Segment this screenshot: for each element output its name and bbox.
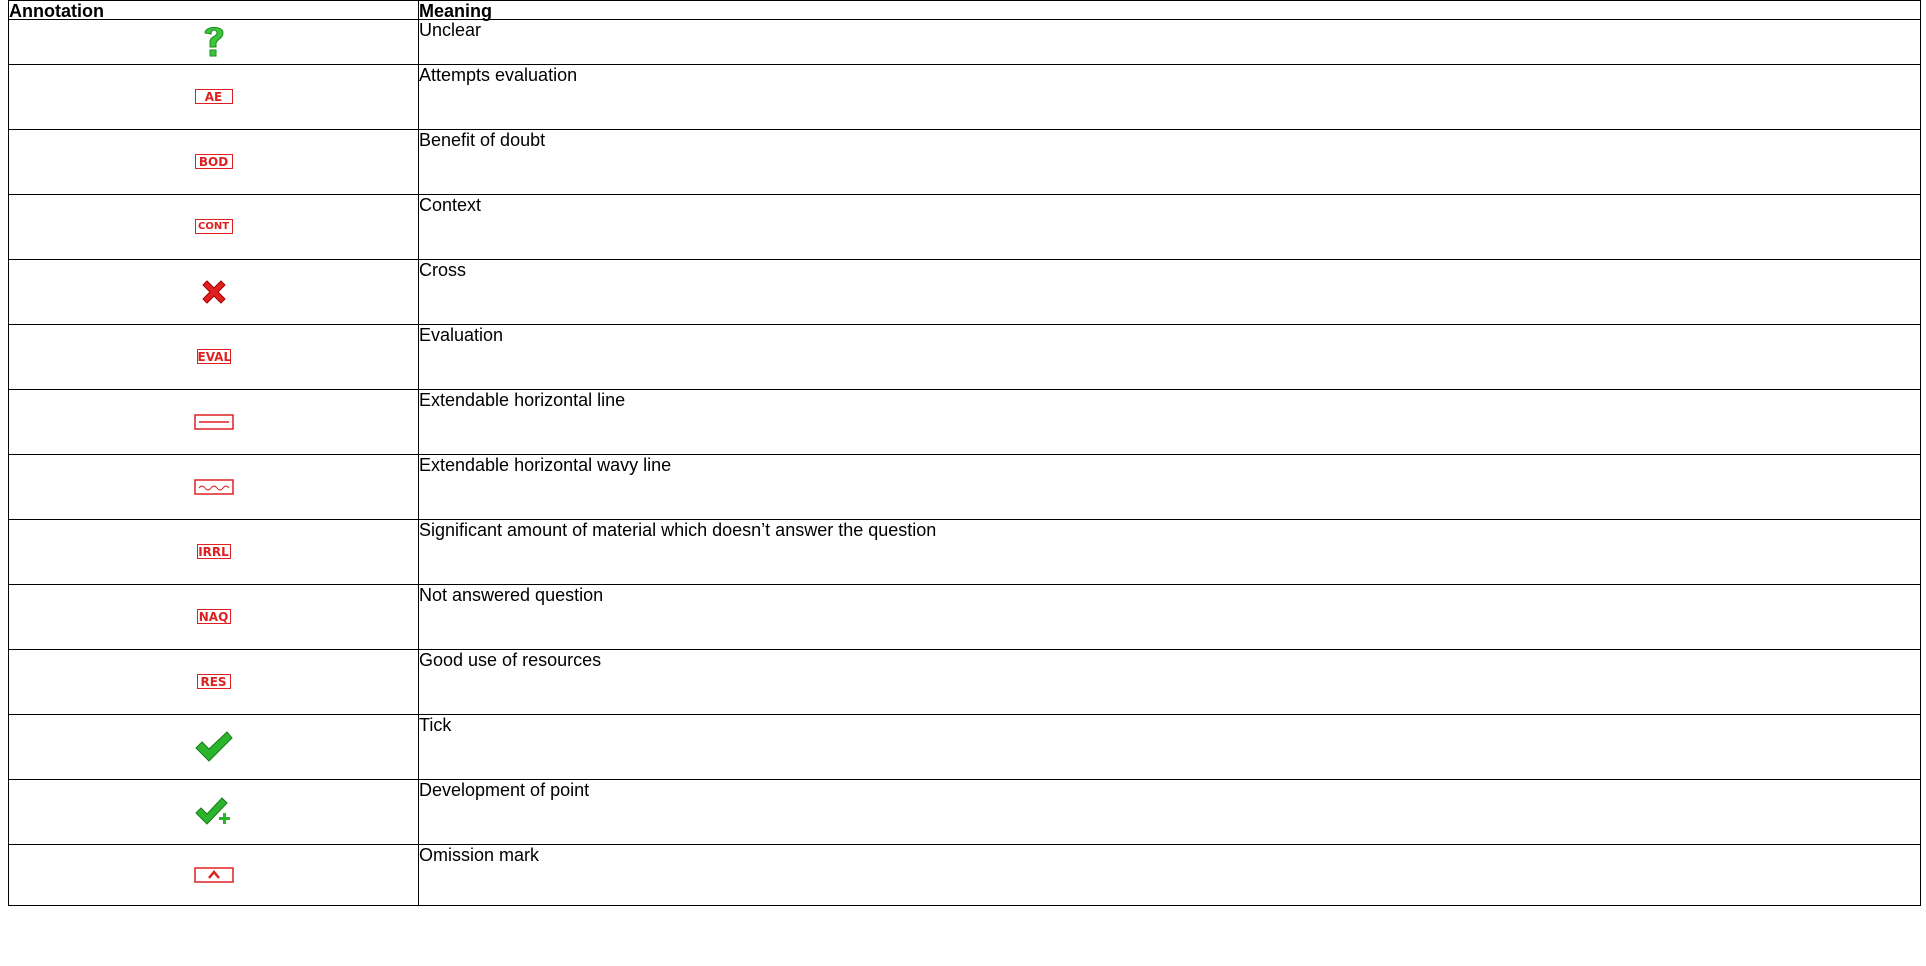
meaning-cell: Cross	[419, 260, 1921, 325]
table-row	[9, 455, 1921, 520]
annotation-cell	[9, 20, 419, 65]
table-row	[9, 130, 1921, 195]
meaning-cell: Context	[419, 195, 1921, 260]
meaning-cell: Development of point	[419, 780, 1921, 845]
meaning-cell: Good use of resources	[419, 650, 1921, 715]
table-row	[9, 520, 1921, 585]
annotation-cell	[9, 650, 419, 715]
meaning-cell: Benefit of doubt	[419, 130, 1921, 195]
annotation-cell	[9, 520, 419, 585]
cross-icon	[9, 277, 418, 307]
table-row	[9, 65, 1921, 130]
table-row	[9, 20, 1921, 65]
eval-box-icon: EVAL	[197, 350, 232, 365]
meaning-cell: Unclear	[419, 20, 1921, 65]
meaning-cell: Extendable horizontal wavy line	[419, 455, 1921, 520]
table-row	[9, 390, 1921, 455]
table-row	[9, 260, 1921, 325]
annotation-legend-table	[8, 0, 1921, 906]
table-row	[9, 585, 1921, 650]
column-header-annotation: Annotation	[9, 1, 419, 20]
annotation-cell	[9, 390, 419, 455]
annotation-cell	[9, 780, 419, 845]
ae-box-icon: AE	[195, 89, 233, 104]
meaning-cell: Attempts evaluation	[419, 65, 1921, 130]
annotation-cell	[9, 325, 419, 390]
table-row	[9, 650, 1921, 715]
meaning-cell: Extendable horizontal line	[419, 390, 1921, 455]
meaning-cell: Significant amount of material which doesn’t answer the question	[419, 520, 1921, 585]
annotation-cell	[9, 715, 419, 780]
table-row	[9, 780, 1921, 845]
irrl-box-icon: IRRL	[198, 545, 229, 560]
annotation-cell	[9, 195, 419, 260]
table-row	[9, 845, 1921, 906]
meaning-cell: Evaluation	[419, 325, 1921, 390]
horizontal-line-icon	[9, 414, 418, 430]
table-row	[9, 195, 1921, 260]
column-header-meaning: Meaning	[419, 1, 1921, 20]
res-box-icon: RES	[197, 674, 231, 689]
meaning-cell: Tick	[419, 715, 1921, 780]
annotation-cell	[9, 260, 419, 325]
naq-box-icon: NAQ	[197, 609, 231, 624]
table-row	[9, 715, 1921, 780]
meaning-cell: Not answered question	[419, 585, 1921, 650]
table-row	[9, 325, 1921, 390]
tick-icon	[9, 730, 418, 764]
annotation-cell	[9, 845, 419, 906]
bod-box-icon: BOD	[195, 154, 233, 169]
omission-mark-icon	[9, 867, 418, 883]
annotation-cell	[9, 130, 419, 195]
annotation-cell	[9, 65, 419, 130]
tick-plus-icon	[9, 796, 418, 828]
cont-box-icon: CONT	[195, 219, 233, 234]
question-mark-icon	[9, 24, 418, 60]
header-row	[9, 1, 1921, 20]
wavy-line-icon	[9, 479, 418, 495]
annotation-cell	[9, 455, 419, 520]
meaning-cell: Omission mark	[419, 845, 1921, 906]
annotation-cell	[9, 585, 419, 650]
